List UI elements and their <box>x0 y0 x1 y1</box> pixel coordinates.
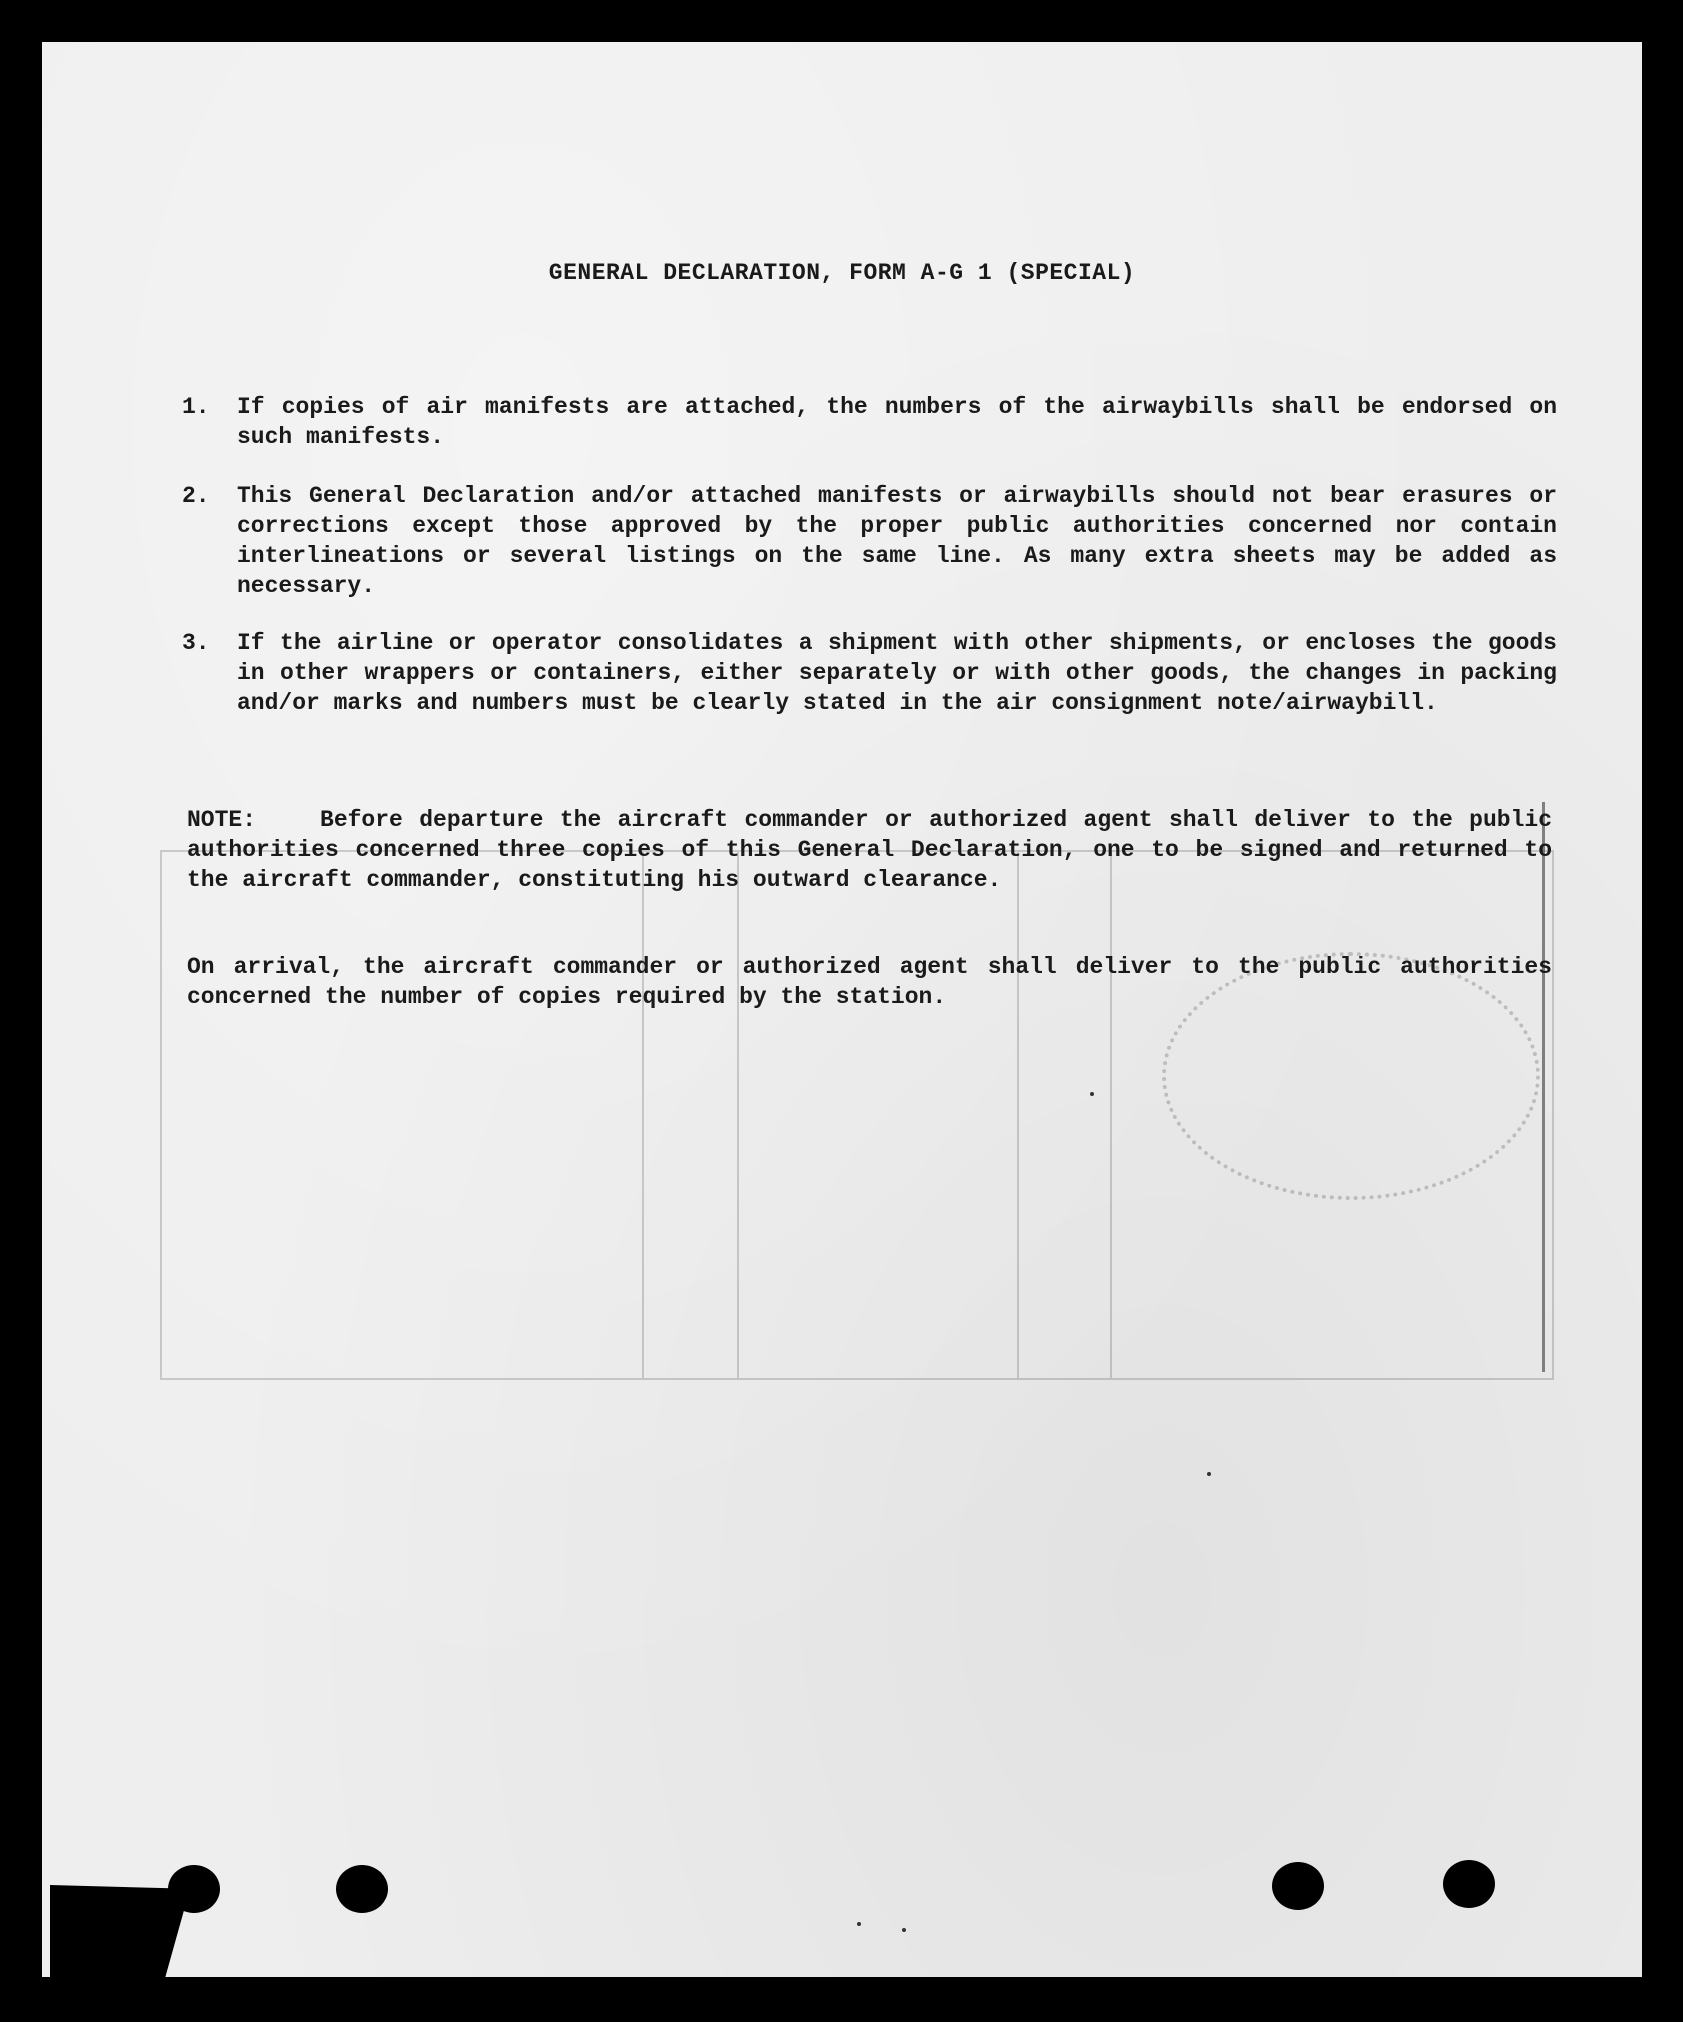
ink-speck <box>1207 1472 1211 1476</box>
note-text: Before departure the aircraft commander or authorized agent shall deliver to the public authorities concerned three copies of this General Declaration, one to be signed and returned to the aircraft commander, constituting his outward clearance. <box>187 807 1552 893</box>
document-page <box>42 42 1642 1977</box>
note-label: NOTE: <box>187 807 257 833</box>
ink-speck <box>857 1922 861 1926</box>
punch-hole <box>1272 1862 1324 1910</box>
ink-speck <box>902 1928 906 1932</box>
instruction-item-2 <box>182 481 1557 601</box>
punch-hole <box>1443 1860 1495 1908</box>
arrival-text: On arrival, the aircraft commander or authorized agent shall deliver to the public authorities concerned the number of copies required by the station. <box>187 954 1552 1010</box>
item-text: If copies of air manifests are attached, the numbers of the airwaybills shall be endorsed on such manifests. <box>237 394 1557 450</box>
instruction-item-1 <box>182 392 1557 452</box>
note-paragraph <box>187 805 1552 895</box>
item-number: 2. <box>182 483 210 509</box>
ink-speck <box>1090 1092 1094 1096</box>
item-number: 1. <box>182 394 210 420</box>
arrival-paragraph <box>187 952 1552 1012</box>
item-text: If the airline or operator consolidates a shipment with other shipments, or encloses the goods in other wrappers or containers, either separately or with other goods, the changes in packing and/or marks and numbers must be clearly stated in the air consignment note/airwaybill. <box>237 630 1557 716</box>
document-title: GENERAL DECLARATION, FORM A-G 1 (SPECIAL) <box>548 260 1136 286</box>
item-text: This General Declaration and/or attached manifests or airwaybills should not bear erasures or corrections except those approved by the proper public authorities concerned nor contain interlineations or several listings on the same line. As many extra sheets may be added as necessary. <box>237 483 1557 599</box>
item-number: 3. <box>182 630 210 656</box>
bleed-through-table <box>160 850 1554 1380</box>
instruction-item-3 <box>182 628 1557 718</box>
punch-hole <box>336 1865 388 1913</box>
